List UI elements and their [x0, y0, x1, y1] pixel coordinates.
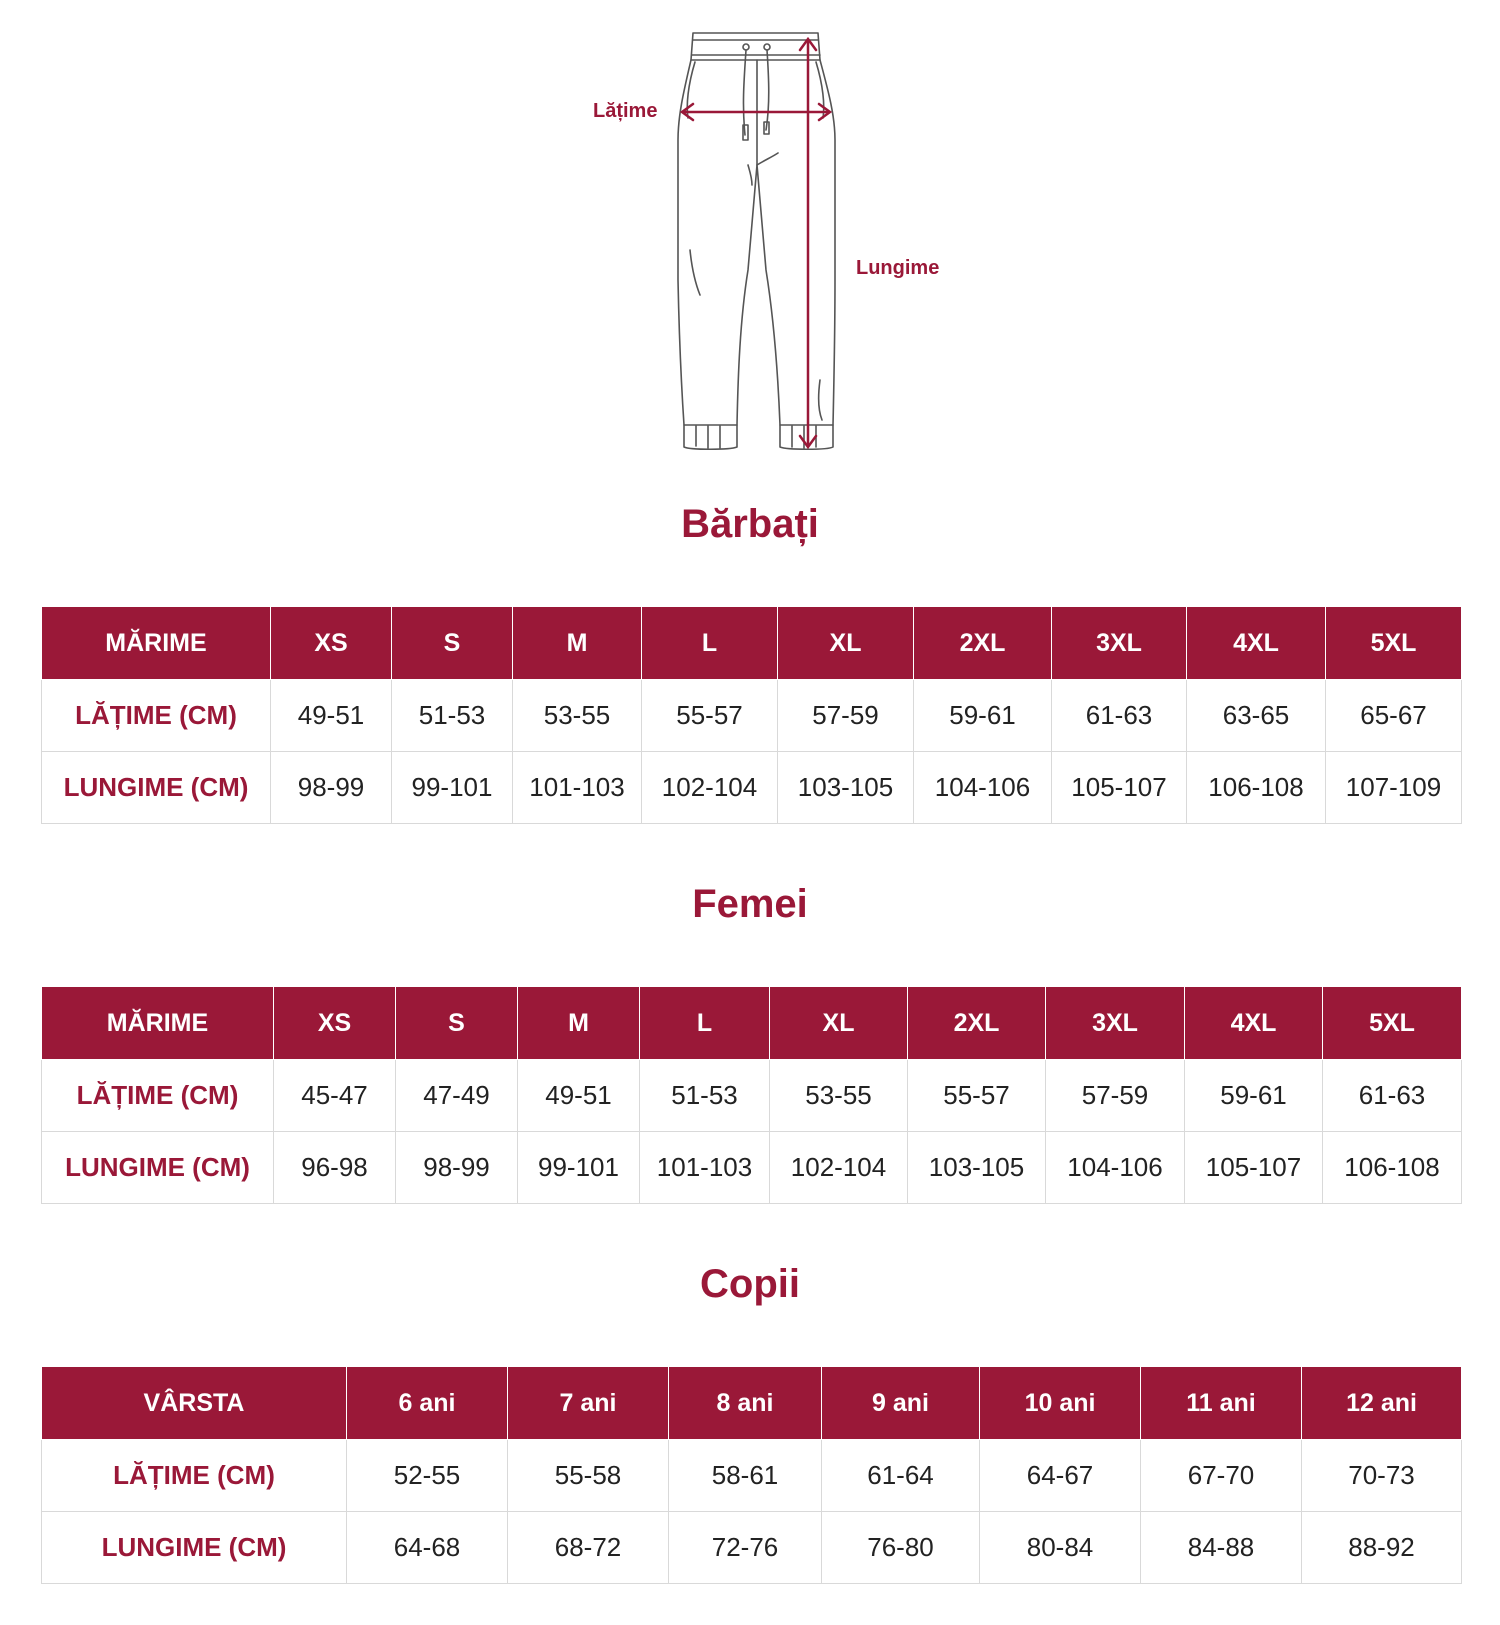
- table-cell: 101-103: [640, 1132, 770, 1204]
- size-table-men: [41, 606, 1462, 824]
- table-cell: 55-58: [508, 1440, 669, 1512]
- table-cell: 98-99: [396, 1132, 518, 1204]
- header-cell: 2XL: [914, 607, 1052, 680]
- table-cell: 102-104: [770, 1132, 908, 1204]
- header-cell: MĂRIME: [42, 987, 274, 1060]
- header-cell: 9 ani: [822, 1367, 980, 1440]
- table-cell: 64-67: [980, 1440, 1141, 1512]
- length-label: Lungime: [856, 257, 940, 279]
- table-cell: 103-105: [908, 1132, 1046, 1204]
- table-row: [42, 1132, 1462, 1204]
- header-cell: S: [396, 987, 518, 1060]
- header-cell: 5XL: [1323, 987, 1462, 1060]
- table-cell: 107-109: [1326, 752, 1462, 824]
- table-cell: 105-107: [1185, 1132, 1323, 1204]
- header-cell: XL: [778, 607, 914, 680]
- row-label: LUNGIME (CM): [42, 1512, 347, 1584]
- table-row: [42, 680, 1462, 752]
- table-row: [42, 1060, 1462, 1132]
- table-cell: 84-88: [1141, 1512, 1302, 1584]
- table-cell: 72-76: [669, 1512, 822, 1584]
- pants-measurement-diagram: [0, 0, 1500, 470]
- table-cell: 102-104: [642, 752, 778, 824]
- table-cell: 53-55: [770, 1060, 908, 1132]
- row-label: LĂȚIME (CM): [42, 680, 271, 752]
- table-cell: 68-72: [508, 1512, 669, 1584]
- header-cell: 2XL: [908, 987, 1046, 1060]
- table-cell: 63-65: [1187, 680, 1326, 752]
- header-cell: L: [640, 987, 770, 1060]
- table-cell: 103-105: [778, 752, 914, 824]
- header-cell: 6 ani: [347, 1367, 508, 1440]
- header-cell: M: [518, 987, 640, 1060]
- table-cell: 104-106: [1046, 1132, 1185, 1204]
- table-cell: 88-92: [1302, 1512, 1462, 1584]
- table-cell: 55-57: [908, 1060, 1046, 1132]
- table-header-row: [42, 607, 1462, 680]
- row-label: LĂȚIME (CM): [42, 1440, 347, 1512]
- size-table-women: [41, 986, 1462, 1204]
- table-cell: 59-61: [914, 680, 1052, 752]
- header-cell: M: [513, 607, 642, 680]
- table-row: [42, 1512, 1462, 1584]
- table-cell: 45-47: [274, 1060, 396, 1132]
- table-cell: 106-108: [1323, 1132, 1462, 1204]
- table-cell: 51-53: [640, 1060, 770, 1132]
- header-cell: MĂRIME: [42, 607, 271, 680]
- table-cell: 49-51: [271, 680, 392, 752]
- row-label: LUNGIME (CM): [42, 752, 271, 824]
- table-header-row: [42, 987, 1462, 1060]
- header-cell: S: [392, 607, 513, 680]
- table-row: [42, 752, 1462, 824]
- table-cell: 47-49: [396, 1060, 518, 1132]
- table-cell: 76-80: [822, 1512, 980, 1584]
- section-title-men: Bărbați: [681, 502, 819, 546]
- table-cell: 53-55: [513, 680, 642, 752]
- table-cell: 80-84: [980, 1512, 1141, 1584]
- table-cell: 99-101: [518, 1132, 640, 1204]
- table-cell: 96-98: [274, 1132, 396, 1204]
- header-cell: 5XL: [1326, 607, 1462, 680]
- table-cell: 65-67: [1326, 680, 1462, 752]
- header-cell: 10 ani: [980, 1367, 1141, 1440]
- section-title-children: Copii: [700, 1262, 800, 1306]
- header-cell: XL: [770, 987, 908, 1060]
- width-label: Lățime: [593, 100, 658, 122]
- table-cell: 101-103: [513, 752, 642, 824]
- table-cell: 67-70: [1141, 1440, 1302, 1512]
- table-cell: 61-63: [1052, 680, 1187, 752]
- header-cell: 7 ani: [508, 1367, 669, 1440]
- table-cell: 55-57: [642, 680, 778, 752]
- table-header-row: [42, 1367, 1462, 1440]
- size-table-children: [41, 1366, 1462, 1584]
- header-cell: 4XL: [1185, 987, 1323, 1060]
- table-cell: 57-59: [1046, 1060, 1185, 1132]
- table-row: [42, 1440, 1462, 1512]
- header-cell: VÂRSTA: [42, 1367, 347, 1440]
- row-label: LUNGIME (CM): [42, 1132, 274, 1204]
- header-cell: 11 ani: [1141, 1367, 1302, 1440]
- table-cell: 52-55: [347, 1440, 508, 1512]
- table-cell: 64-68: [347, 1512, 508, 1584]
- table-cell: 105-107: [1052, 752, 1187, 824]
- table-cell: 99-101: [392, 752, 513, 824]
- row-label: LĂȚIME (CM): [42, 1060, 274, 1132]
- table-cell: 61-63: [1323, 1060, 1462, 1132]
- header-cell: 3XL: [1052, 607, 1187, 680]
- table-cell: 51-53: [392, 680, 513, 752]
- table-cell: 70-73: [1302, 1440, 1462, 1512]
- pants-illustration: [0, 0, 1500, 470]
- header-cell: XS: [274, 987, 396, 1060]
- header-cell: 8 ani: [669, 1367, 822, 1440]
- table-cell: 49-51: [518, 1060, 640, 1132]
- header-cell: 3XL: [1046, 987, 1185, 1060]
- table-cell: 57-59: [778, 680, 914, 752]
- table-cell: 58-61: [669, 1440, 822, 1512]
- table-cell: 61-64: [822, 1440, 980, 1512]
- header-cell: 12 ani: [1302, 1367, 1462, 1440]
- table-cell: 98-99: [271, 752, 392, 824]
- header-cell: 4XL: [1187, 607, 1326, 680]
- header-cell: L: [642, 607, 778, 680]
- section-title-women: Femei: [692, 882, 808, 926]
- table-cell: 106-108: [1187, 752, 1326, 824]
- table-cell: 59-61: [1185, 1060, 1323, 1132]
- table-cell: 104-106: [914, 752, 1052, 824]
- header-cell: XS: [271, 607, 392, 680]
